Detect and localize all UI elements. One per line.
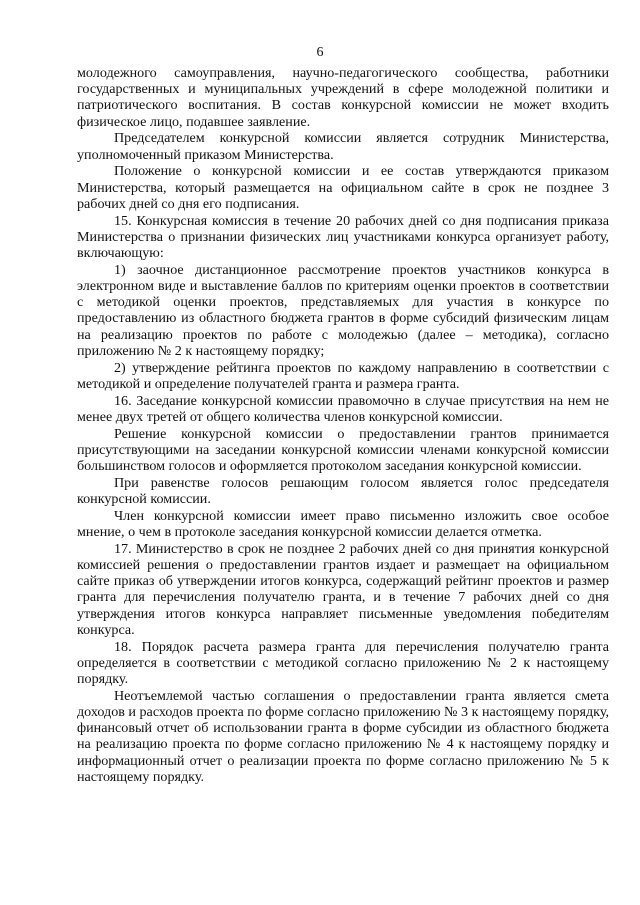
paragraph-clause-18: 18. Порядок расчета размера гранта для перечисления получателю гранта определяется в соответствии с методикой согласно приложению № 2 к настоящему порядку. [77,638,609,688]
page-number: 6 [316,45,324,60]
paragraph-clause-15-item-1: 1) заочное дистанционное рассмотрение проектов участников конкурса в электронном виде и выставление баллов по критериям оценки проектов в соответствии с методикой оценки проектов, представляемых для участия в конкурсе по предоставлению из областного бюджета грантов в форме субсидий физическим лицам на реализацию проектов по работе с молодежью (далее – методика), согласно приложению № 2 к настоящему порядку; [77,261,609,359]
paragraph-commission-regulation: Положение о конкурсной комиссии и ее состав утверждаются приказом Министерства, который размещается на официальном сайте в срок не позднее 3 рабочих дней со дня его подписания. [77,163,609,212]
paragraph-clause-15-item-2: 2) утверждение рейтинга проектов по каждому направлению в соответствии с методикой и определение получателей гранта и размера гранта. [77,359,609,392]
paragraph-decision: Решение конкурсной комиссии о предоставлении грантов принимается присутствующими на заседании конкурсной комиссии членами конкурсной комиссии большинством голосов и оформляется протоколом заседания конкурсной комиссии. [77,425,609,475]
document-body [77,65,609,786]
paragraph-agreement-annexes: Неотъемлемой частью соглашения о предоставлении гранта является смета доходов и расходов проекта по форме согласно приложению № 3 к настоящему порядку, финансовый отчет об использовании гранта в форме субсидии из областного бюджета на реализацию проекта по форме согласно приложению № 4 к настоящему порядку и информационный отчет о реализации проекта по форме согласно приложению № 5 к настоящему порядку. [77,687,609,785]
paragraph-clause-16: 16. Заседание конкурсной комиссии правомочно в случае присутствия на нем не менее двух третей от общего количества членов конкурсной комиссии. [77,392,609,425]
paragraph-dissenting-opinion: Член конкурсной комиссии имеет право письменно изложить свое особое мнение, о чем в протоколе заседания конкурсной комиссии делается отметка. [77,507,609,541]
paragraph-commission-members: молодежного самоуправления, научно-педагогического сообщества, работники государственных и муниципальных учреждений в сфере молодежной политики и патриотического воспитания. В состав конкурсной комиссии не может входить физическое лицо, подавшее заявление. [77,65,609,130]
paragraph-clause-15: 15. Конкурсная комиссия в течение 20 рабочих дней со дня подписания приказа Министерства о признании физических лиц участниками конкурса организует работу, включающую: [77,212,609,262]
paragraph-tie-vote: При равенстве голосов решающим голосом является голос председателя конкурсной комиссии. [77,474,609,508]
paragraph-clause-17: 17. Министерство в срок не позднее 2 рабочих дней со дня принятия конкурсной комиссией решения о предоставлении грантов издает и размещает на официальном сайте приказ об утверждении итогов конкурса, содержащий рейтинг проектов и размер гранта для перечисления получателю гранта, и в течение 7 рабочих дней со дня утверждения итогов конкурса направляет письменные уведомления победителям конкурса. [77,540,609,638]
paragraph-chairman: Председателем конкурсной комиссии является сотрудник Министерства, уполномоченный приказом Министерства. [77,130,609,163]
